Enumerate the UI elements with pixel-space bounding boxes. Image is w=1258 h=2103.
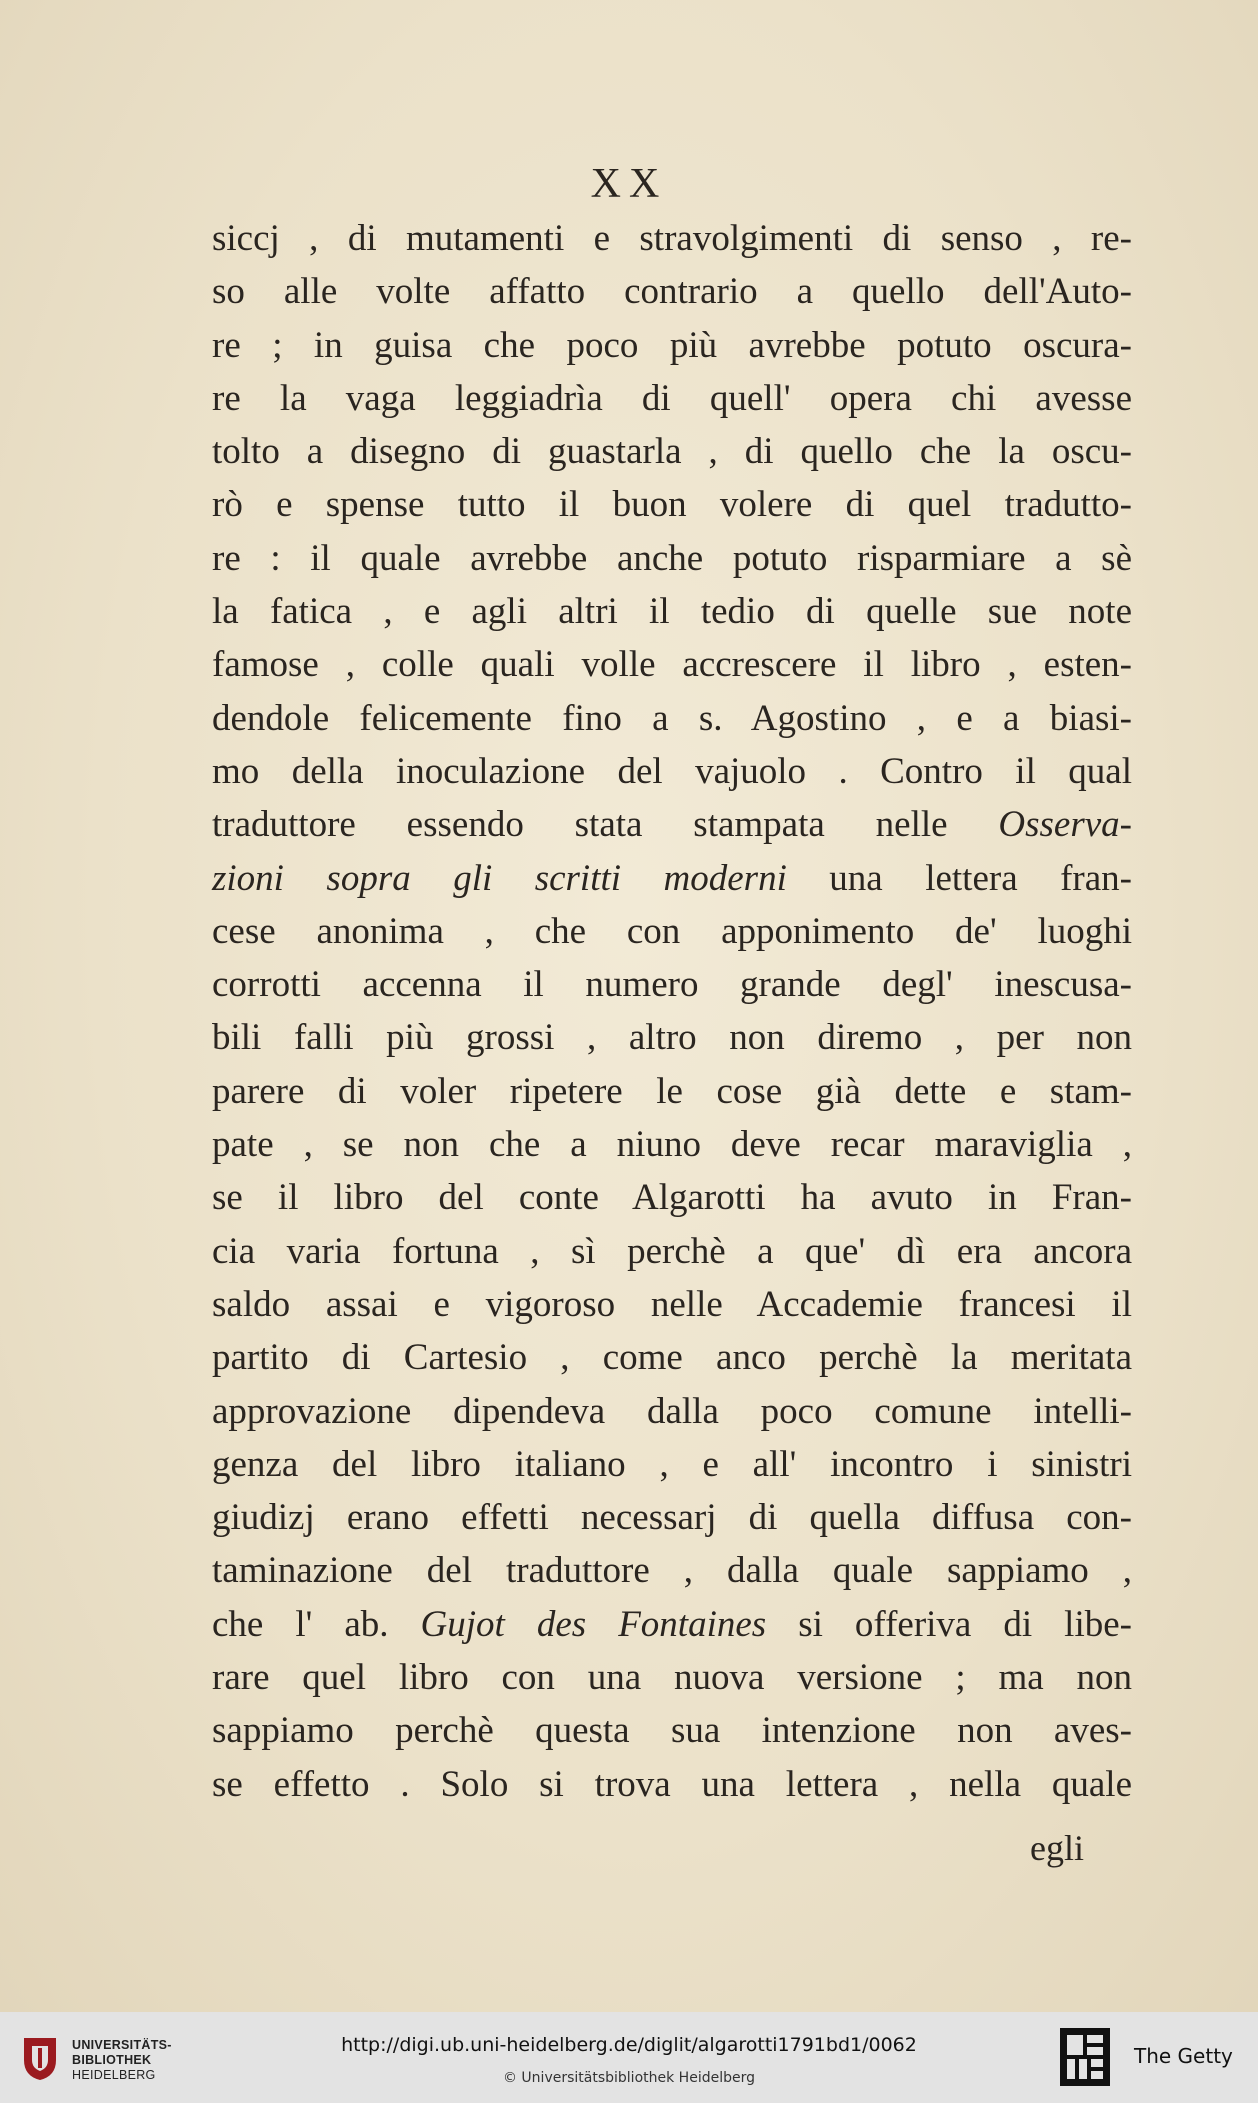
text-line: rare quel libro con una nuova versione ; ma non	[212, 1657, 1132, 1699]
library-name-line: BIBLIOTHEK	[72, 2053, 152, 2067]
italic-title: Osserva-	[998, 804, 1132, 846]
text-line: se il libro del conte Algarotti ha avuto in Fran-	[212, 1177, 1132, 1219]
text-line: bili falli più grossi , altro non diremo , per non	[212, 1017, 1132, 1059]
text-line: dendole felicemente fino a s. Agostino , e a biasi-	[212, 697, 1132, 739]
page-number: XX	[590, 161, 668, 207]
text-line: pate , se non che a niuno deve recar maraviglia ,	[212, 1124, 1132, 1166]
text-line: corrotti accenna il numero grande degl' inescusa-	[212, 964, 1132, 1006]
text-line: partito di Cartesio , come anco perchè la meritata	[212, 1337, 1132, 1379]
text-line: taminazione del traduttore , dalla quale sappiamo ,	[212, 1550, 1132, 1592]
text-line: cia varia fortuna , sì perchè a que' dì era ancora	[212, 1230, 1132, 1272]
text-line: la fatica , e agli altri il tedio di quelle sue note	[212, 591, 1132, 633]
text-line: che l' ab. Gujot des Fontaines si offeriva di libe-	[212, 1603, 1132, 1645]
text-line: sappiamo perchè questa sua intenzione non aves-	[212, 1710, 1132, 1752]
text-line: re ; in guisa che poco più avrebbe potuto oscura-	[212, 324, 1132, 366]
source-url-link[interactable]: http://digi.ub.uni-heidelberg.de/diglit/algarotti1791bd1/0062	[341, 2034, 917, 2056]
text-line: mo della inoculazione del vajuolo . Contro il qual	[212, 750, 1132, 792]
getty-logo-icon	[1058, 2026, 1112, 2088]
text-line: so alle volte affatto contrario a quello dell'Auto-	[212, 271, 1132, 313]
text-line: tolto a disegno di guastarla , di quello che la oscu-	[212, 431, 1132, 473]
text-line: saldo assai e vigoroso nelle Accademie francesi il	[212, 1283, 1132, 1325]
text-line: genza del libro italiano , e all' incontro i sinistri	[212, 1443, 1132, 1485]
footer-bar	[0, 2012, 1258, 2103]
text-line: zioni sopra gli scritti moderni una lettera fran-	[212, 857, 1132, 899]
catchword: egli	[1030, 1828, 1084, 1868]
partner-name: The Getty	[1134, 2044, 1233, 2068]
text-line: cese anonima , che con apponimento de' luoghi	[212, 910, 1132, 952]
library-name-line: UNIVERSITÄTS-	[72, 2038, 172, 2052]
library-name-line: HEIDELBERG	[72, 2068, 156, 2082]
italic-title: Gujot des Fontaines	[420, 1603, 767, 1645]
text-line: approvazione dipendeva dalla poco comune intelli-	[212, 1390, 1132, 1432]
text-line: parere di voler ripetere le cose già dette e stam-	[212, 1070, 1132, 1112]
text-line: siccj , di mutamenti e stravolgimenti di senso , re-	[212, 218, 1132, 259]
text-line: se effetto . Solo si trova una lettera , nella quale	[212, 1763, 1132, 1805]
text-line: traduttore essendo stata stampata nelle Osserva-	[212, 804, 1132, 846]
text-line: re : il quale avrebbe anche potuto risparmiare a sè	[212, 537, 1132, 579]
copyright-notice: © Universitätsbibliothek Heidelberg	[502, 2070, 755, 2086]
italic-title: zioni sopra gli scritti moderni	[212, 857, 787, 899]
text-line: giudizj erano effetti necessarj di quella diffusa con-	[212, 1497, 1132, 1539]
text-line: re la vaga leggiadrìa di quell' opera chi avesse	[212, 377, 1132, 419]
text-line: rò e spense tutto il buon volere di quel tradutto-	[212, 484, 1132, 526]
text-line: famose , colle quali volle accrescere il libro , esten-	[212, 644, 1132, 686]
body-text	[212, 212, 1132, 1811]
